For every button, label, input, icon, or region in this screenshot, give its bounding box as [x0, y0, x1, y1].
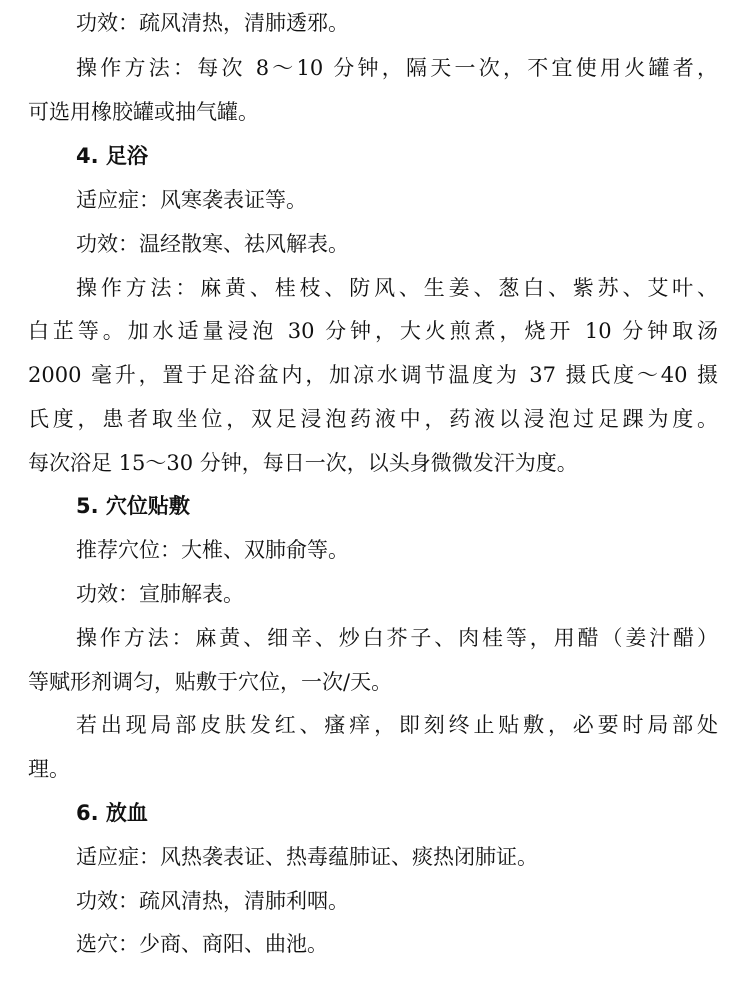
paragraph-line: 理。 — [28, 757, 70, 781]
paragraph-line: 2000 毫升，置于足浴盆内，加凉水调节温度为 37 摄氏度～40 摄 — [28, 363, 718, 387]
paragraph-line: 推荐穴位：大椎、双肺俞等。 — [76, 538, 349, 562]
paragraph-line: 每次浴足 15～30 分钟，每日一次，以头身微微发汗为度。 — [28, 451, 578, 475]
paragraph-line: 等赋形剂调匀，贴敷于穴位，一次/天。 — [28, 670, 393, 694]
paragraph-line: 若出现局部皮肤发红、瘙痒，即刻终止贴敷，必要时局部处 — [76, 713, 718, 737]
paragraph-line: 操作方法：麻黄、桂枝、防风、生姜、葱白、紫苏、艾叶、 — [76, 276, 718, 300]
paragraph-line: 适应症：风寒袭表证等。 — [76, 188, 307, 212]
paragraph-line: 白芷等。加水适量浸泡 30 分钟，大火煎煮，烧开 10 分钟取汤 — [28, 319, 718, 343]
paragraph-line: 功效：疏风清热，清肺利咽。 — [76, 889, 349, 913]
section-heading: 4. 足浴 — [76, 144, 148, 168]
paragraph-line: 选穴：少商、商阳、曲池。 — [76, 932, 328, 956]
paragraph-line: 功效：宣肺解表。 — [76, 582, 244, 606]
paragraph-line: 操作方法：每次 8～10 分钟，隔天一次，不宜使用火罐者， — [76, 56, 718, 80]
paragraph-line: 可选用橡胶罐或抽气罐。 — [28, 100, 259, 124]
paragraph-line: 适应症：风热袭表证、热毒蕴肺证、痰热闭肺证。 — [76, 845, 538, 869]
paragraph-line: 操作方法：麻黄、细辛、炒白芥子、肉桂等，用醋（姜汁醋） — [76, 626, 718, 650]
paragraph-line: 功效：温经散寒、祛风解表。 — [76, 232, 349, 256]
paragraph-line: 功效：疏风清热，清肺透邪。 — [76, 11, 349, 35]
section-heading: 6. 放血 — [76, 801, 148, 825]
section-heading: 5. 穴位贴敷 — [76, 494, 190, 518]
paragraph-line: 氏度，患者取坐位，双足浸泡药液中，药液以浸泡过足踝为度。 — [28, 407, 718, 431]
